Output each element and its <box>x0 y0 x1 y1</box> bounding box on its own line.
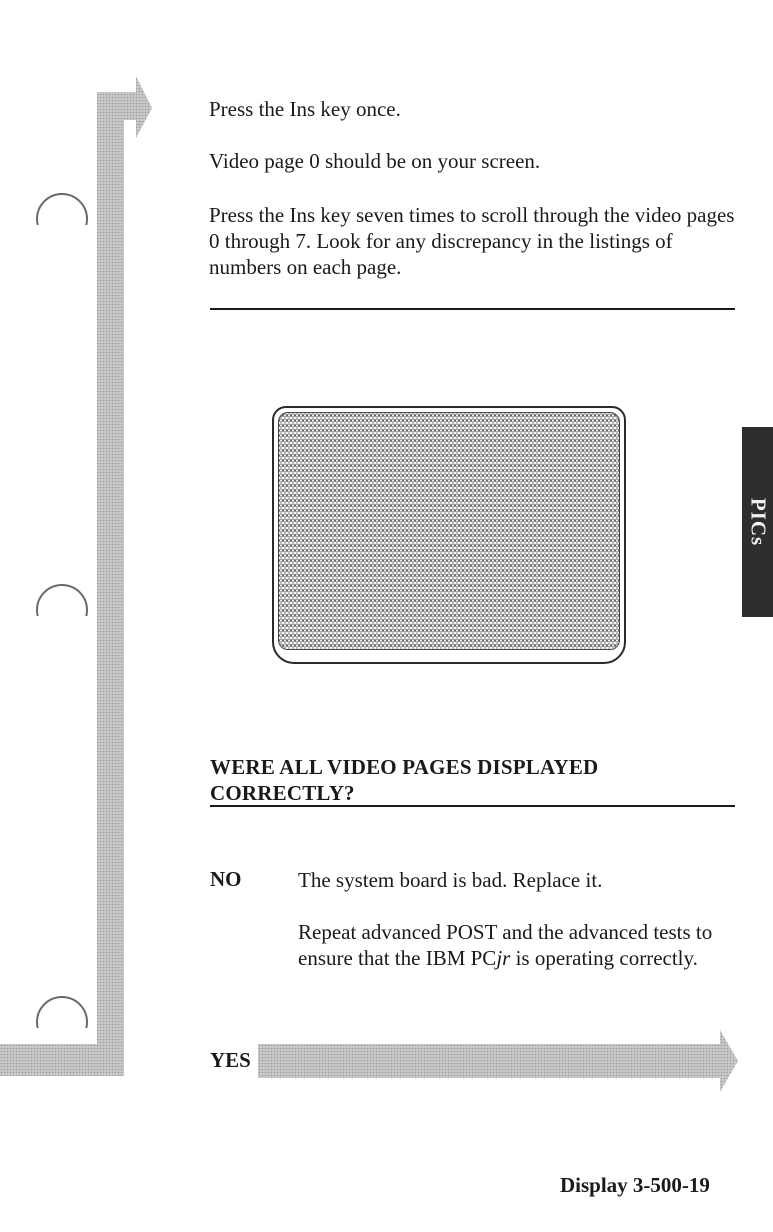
pcjr-suffix: jr <box>496 946 511 970</box>
decision-question <box>210 754 598 806</box>
question-line-2: CORRECTLY? <box>210 781 355 805</box>
question-divider <box>210 805 735 807</box>
yes-label: YES <box>210 1048 251 1072</box>
page-footer: Display 3-500-19 <box>560 1173 710 1197</box>
binder-hole <box>36 996 88 1028</box>
no-answer-text-2 <box>298 919 738 971</box>
instruction-step-2: Video page 0 should be on your screen. <box>209 149 541 173</box>
section-tab-label: PICs <box>746 497 770 547</box>
section-divider <box>210 308 735 310</box>
video-page-screen <box>278 412 620 650</box>
section-tab <box>742 427 773 617</box>
no-answer-text-2b: is operating correctly. <box>510 946 698 970</box>
instruction-step-1: Press the Ins key once. <box>209 97 401 121</box>
monitor-icon <box>272 406 626 664</box>
no-answer-text-2a: Repeat advanced POST and the advanced tests to ensure that the IBM PC <box>298 920 713 970</box>
binder-hole <box>36 193 88 225</box>
no-answer-text-1: The system board is bad. Replace it. <box>298 868 603 892</box>
binder-hole <box>36 584 88 616</box>
no-label: NO <box>210 867 242 891</box>
instruction-step-3: Press the Ins key seven times to scroll through the video pages 0 through 7. Look for any discrepancy in the listings of numbers on each page. <box>209 203 735 279</box>
question-line-1: WERE ALL VIDEO PAGES DISPLAYED <box>210 755 599 779</box>
